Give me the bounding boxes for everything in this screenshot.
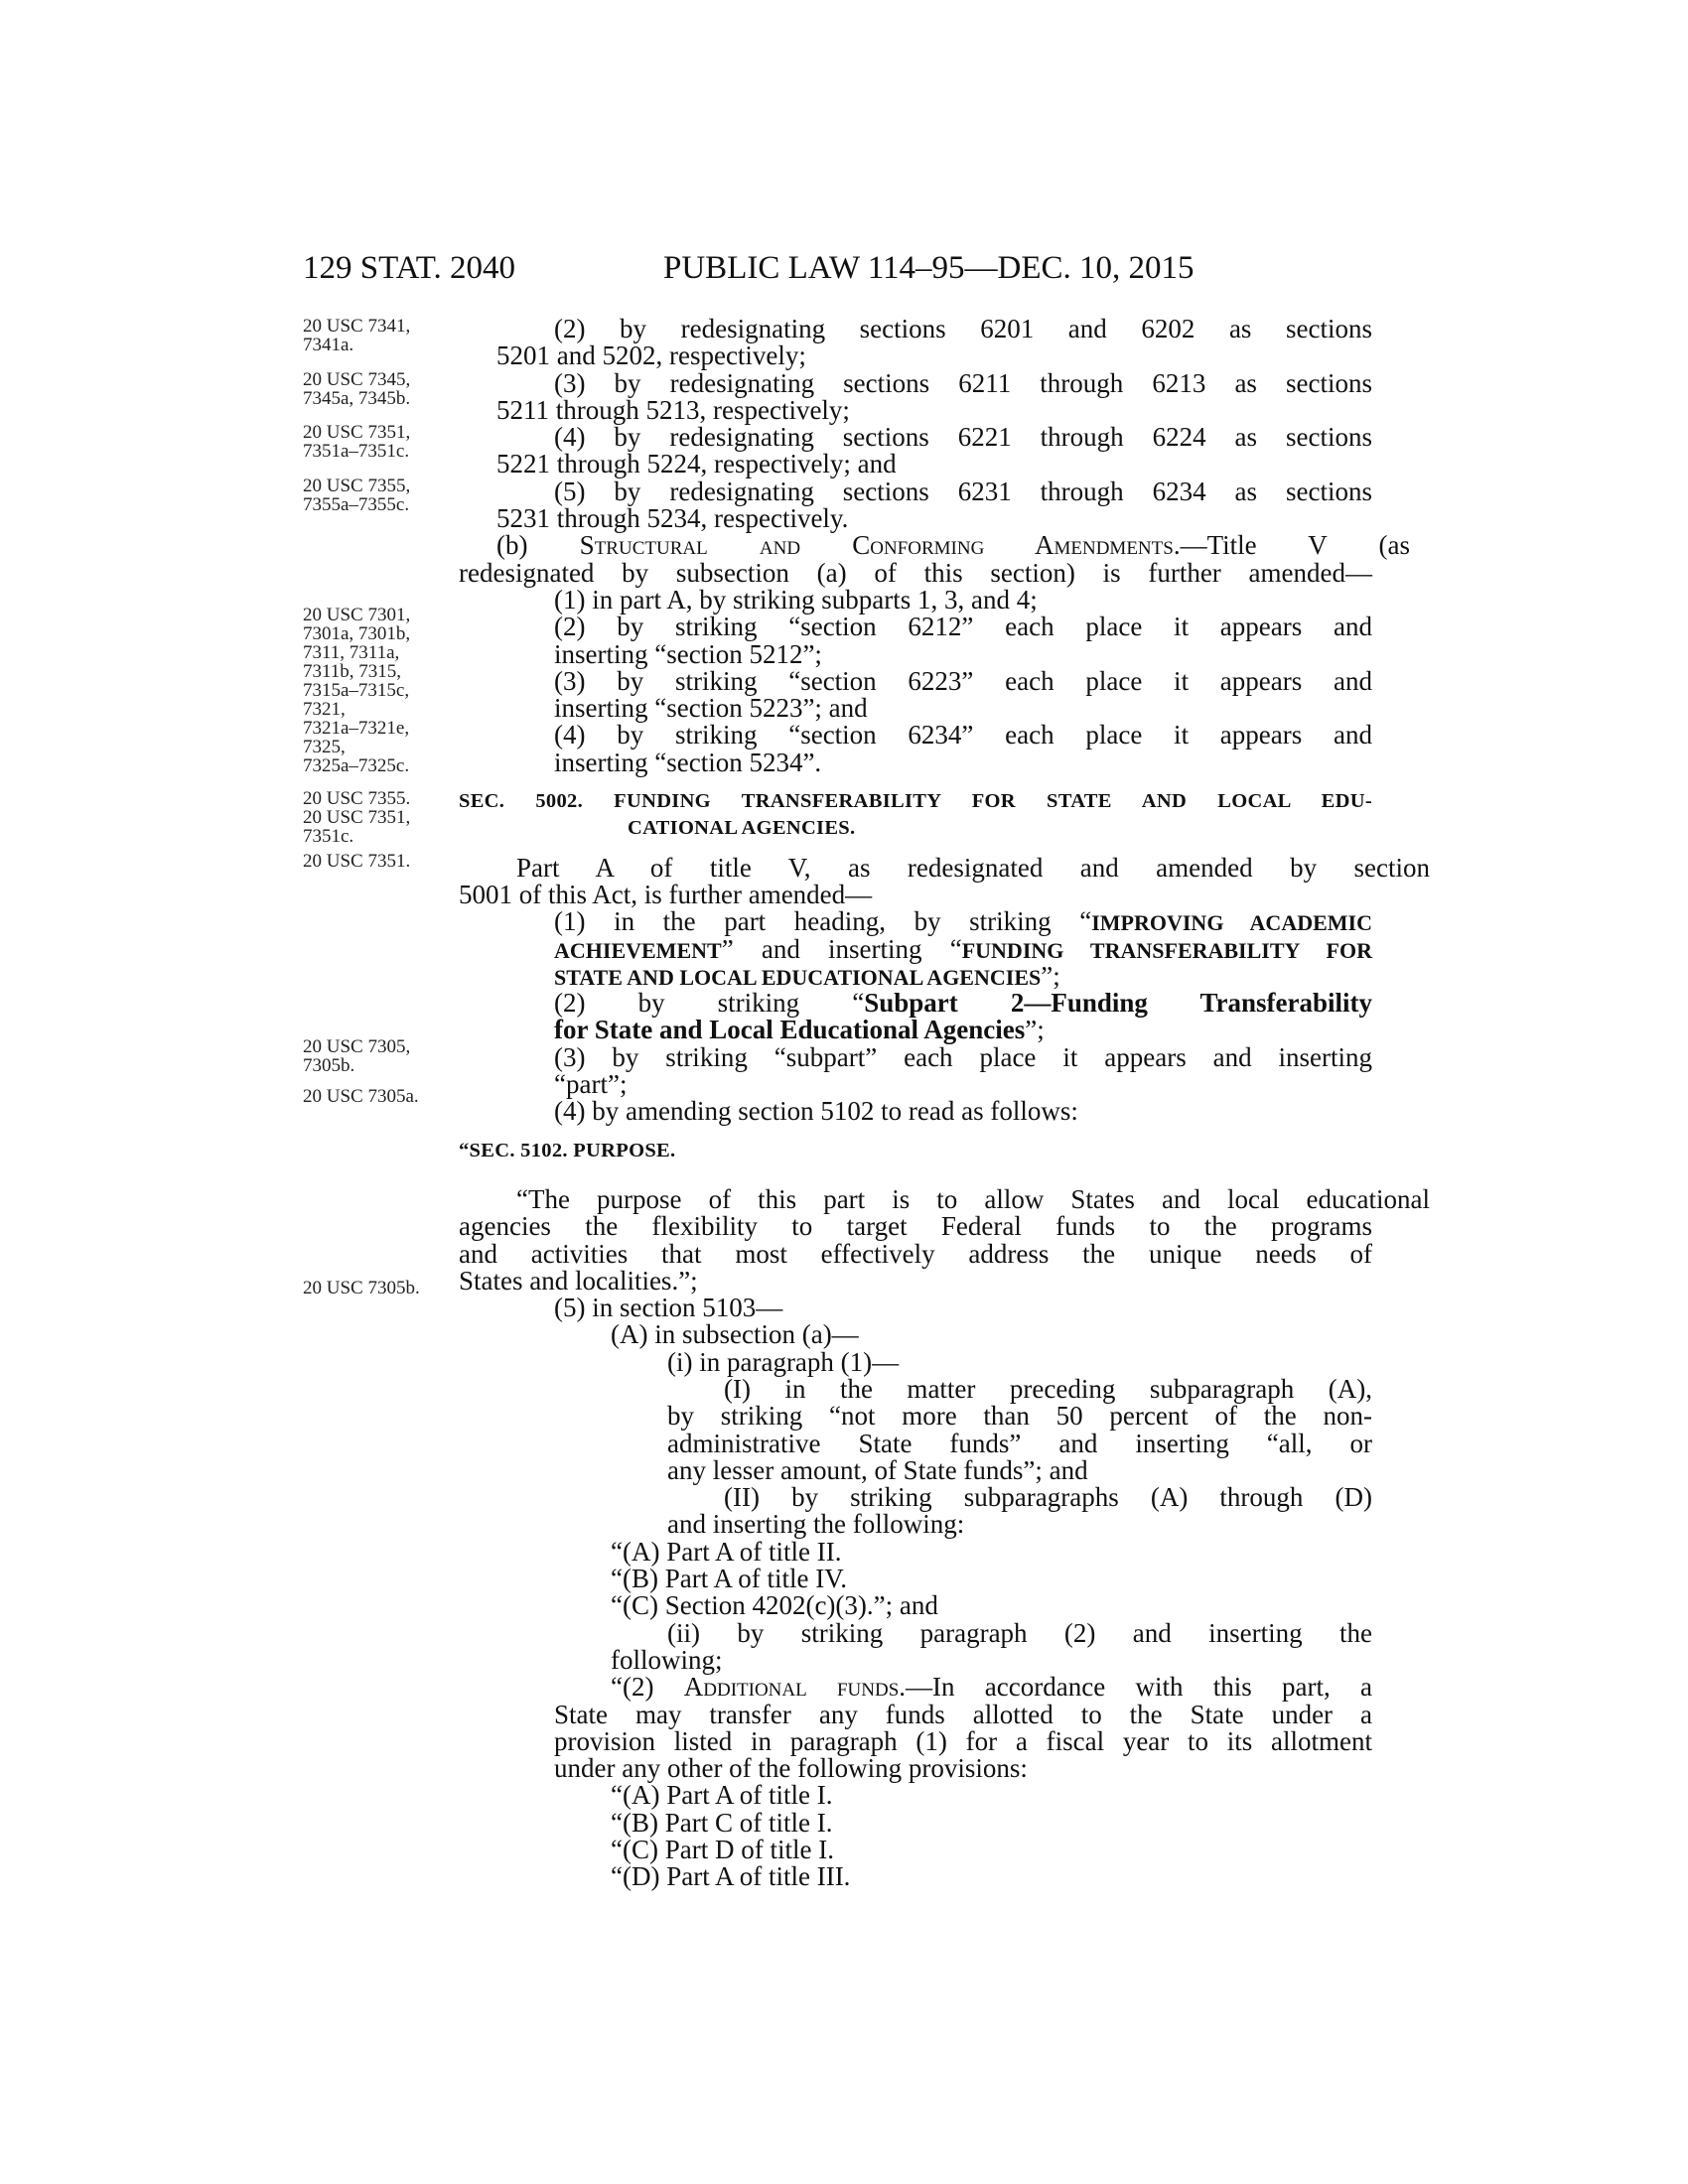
text-line: (b) Structural and Conforming Amendments.—Title V (as (496, 530, 1410, 561)
margin-note: 20 USC 7355. (303, 788, 411, 809)
text-line: inserting “section 5212”; (554, 638, 822, 669)
text-line: (5) in section 5103— (554, 1293, 783, 1323)
text-line: (3) by striking “subpart” each place it appears and inserting (554, 1041, 1372, 1072)
text-line: (1) in part A, by striking subparts 1, 3, and 4; (554, 584, 1038, 614)
text-line: “(2) Additional funds.—In accordance with this part, a (611, 1672, 1373, 1703)
text-line: “part”; (554, 1069, 628, 1100)
text-line: and inserting the following: (667, 1509, 965, 1540)
text-line: (2) by redesignating sections 6201 and 6202 as sections (554, 314, 1372, 343)
margin-note: 20 USC 7355, 7355a–7355c. (303, 476, 411, 515)
text-line: (ii) by striking paragraph (2) and inserting the (667, 1617, 1372, 1648)
text-line: (A) in subsection (a)— (611, 1319, 859, 1350)
text-line: “(B) Part C of title I. (611, 1807, 833, 1838)
margin-note: 20 USC 7305a. (303, 1086, 419, 1107)
text-line: for State and Local Educational Agencies”; (554, 1015, 1045, 1045)
margin-note: 20 USC 7305b. (303, 1278, 420, 1298)
text-line: inserting “section 5223”; and (554, 693, 868, 724)
text-line: ACHIEVEMENT” and inserting “FUNDING TRANSFERABILITY FOR (554, 933, 1372, 964)
text-line: (4) by redesignating sections 6221 through 6224 as sections (554, 422, 1372, 453)
running-head: PUBLIC LAW 114–95—DEC. 10, 2015 (663, 250, 1195, 286)
text-line: provision listed in paragraph (1) for a fiscal year to its allotment (554, 1725, 1372, 1756)
margin-note: 20 USC 7345, 7345a, 7345b. (303, 369, 411, 409)
text-line: 5211 through 5213, respectively; (496, 394, 850, 425)
margin-note: 20 USC 7351, 7351c. (303, 807, 411, 847)
text-line: “The purpose of this part is to allow States and local educational (516, 1183, 1430, 1214)
text-line: under any other of the following provisions: (554, 1753, 1028, 1784)
text-line: (1) in the part heading, by striking “IMPROVING ACADEMIC (554, 906, 1372, 937)
text-line: redesignated by subsection (a) of this section) is further amended— (459, 557, 1372, 588)
text-line: Part A of title V, as redesignated and amended by section (516, 852, 1430, 883)
text-line: administrative State funds” and inserting “all, or (667, 1428, 1372, 1458)
text-line: (2) by striking “section 6212” each place it appears and (554, 612, 1372, 642)
text-line: “(C) Section 4202(c)(3).”; and (611, 1590, 938, 1621)
text-line: following; (611, 1644, 723, 1675)
margin-note: 20 USC 7301, 7301a, 7301b, 7311, 7311a, 7311b, 7315, 7315a–7315c, 7321, 7321a–7321e, 7325, 7325a–7325c. (303, 605, 411, 776)
margin-note: 20 USC 7305, 7305b. (303, 1036, 411, 1076)
page-stat-citation: 129 STAT. 2040 (303, 250, 516, 286)
text-line: by striking “not more than 50 percent of the non- (667, 1401, 1372, 1432)
text-line: (2) by striking “Subpart 2—Funding Transferability (554, 988, 1372, 1019)
text-line: “(A) Part A of title I. (611, 1780, 833, 1811)
document-body (459, 314, 1430, 1892)
text-line: any lesser amount, of State funds”; and (667, 1454, 1088, 1485)
section-heading: CATIONAL AGENCIES. (628, 817, 856, 840)
text-line: and activities that most effectively address the unique needs of (459, 1238, 1372, 1269)
text-line: 5221 through 5224, respectively; and (496, 449, 897, 479)
text-line: (4) by striking “section 6234” each place it appears and (554, 720, 1372, 751)
section-heading: “SEC. 5102. PURPOSE. (459, 1139, 676, 1161)
text-line: “(B) Part A of title IV. (611, 1564, 847, 1594)
text-line: inserting “section 5234”. (554, 747, 822, 777)
section-heading: SEC. 5002. FUNDING TRANSFERABILITY FOR STATE AND LOCAL EDU- (459, 790, 1372, 813)
text-line: 5201 and 5202, respectively; (496, 341, 806, 371)
text-line: States and localities.”; (459, 1265, 698, 1296)
text-line: (4) by amending section 5102 to read as follows: (554, 1096, 1078, 1127)
text-line: (II) by striking subparagraphs (A) through (D) (724, 1482, 1372, 1513)
margin-note: 20 USC 7341, 7341a. (303, 316, 411, 355)
margin-note: 20 USC 7351, 7351a–7351c. (303, 422, 411, 462)
text-line: State may transfer any funds allotted to the State under a (554, 1699, 1372, 1729)
text-line: agencies the flexibility to target Federal funds to the programs (459, 1211, 1372, 1242)
text-line: 5231 through 5234, respectively. (496, 503, 849, 534)
text-line: “(C) Part D of title I. (611, 1835, 834, 1865)
margin-note: 20 USC 7351. (303, 851, 411, 872)
text-line: (3) by redesignating sections 6211 through 6213 as sections (554, 367, 1372, 398)
text-line: “(A) Part A of title II. (611, 1536, 842, 1567)
text-line: (i) in paragraph (1)— (667, 1346, 900, 1377)
text-line: (I) in the matter preceding subparagraph (A), (724, 1373, 1372, 1404)
text-line: “(D) Part A of title III. (611, 1861, 851, 1892)
text-line: (5) by redesignating sections 6231 through 6234 as sections (554, 476, 1372, 506)
text-line: STATE AND LOCAL EDUCATIONAL AGENCIES”; (554, 960, 1060, 991)
text-line: (3) by striking “section 6223” each place it appears and (554, 665, 1372, 696)
text-line: 5001 of this Act, is further amended— (459, 879, 873, 909)
